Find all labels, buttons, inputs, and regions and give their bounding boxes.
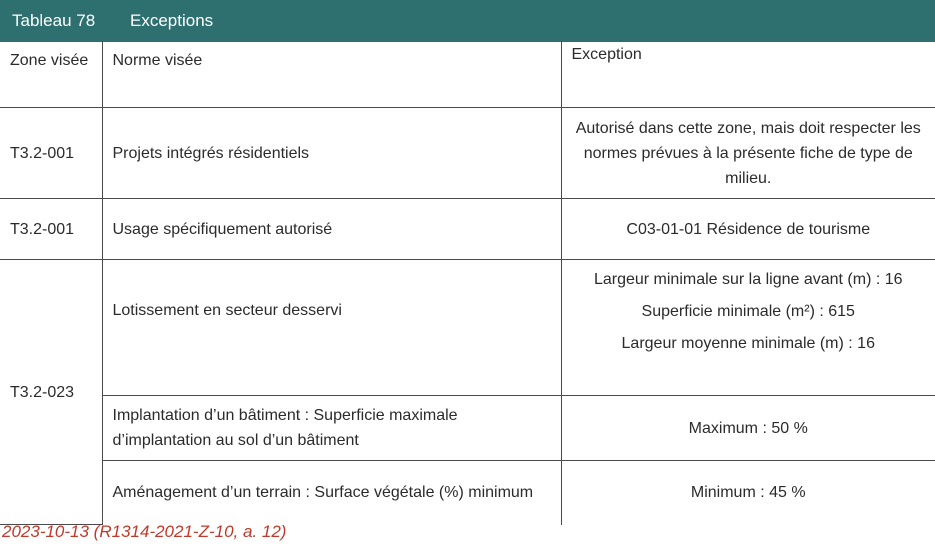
exception-line-width-front: Largeur minimale sur la ligne avant (m) : 16: [593, 271, 903, 288]
norme-cell: Projets intégrés résidentiels: [102, 108, 561, 199]
exception-cell: [561, 260, 935, 396]
table-row: [0, 461, 935, 525]
exceptions-table: [0, 41, 935, 525]
zone-cell: T3.2-001: [0, 108, 102, 199]
zone-cell: T3.2-023: [0, 260, 102, 525]
norme-cell: Usage spécifiquement autorisé: [102, 199, 561, 260]
amendment-footnote: 2023-10-13 (R1314-2021-Z-10, a. 12): [2, 522, 287, 541]
norme-cell: Implantation d’un bâtiment : Superficie maximale d’implantation au sol d’un bâtiment: [102, 396, 561, 461]
exception-cell: Maximum : 50 %: [561, 396, 935, 461]
table-row: [0, 108, 935, 199]
table-number: Tableau 78: [12, 11, 96, 30]
table-header-row: [0, 42, 935, 108]
exception-cell: Minimum : 45 %: [561, 461, 935, 525]
table-row: [0, 199, 935, 260]
table-title: Exceptions: [130, 11, 214, 30]
table-row: [0, 396, 935, 461]
exception-line-width-avg: Largeur moyenne minimale (m) : 16: [621, 335, 875, 352]
table-title-bar: [0, 0, 935, 41]
norme-cell: Lotissement en secteur desservi: [102, 260, 561, 396]
norme-cell: Aménagement d’un terrain : Surface végétale (%) minimum: [102, 461, 561, 525]
exception-cell: Autorisé dans cette zone, mais doit respecter les normes prévues à la présente fiche de type de milieu.: [561, 108, 935, 199]
zone-cell: T3.2-001: [0, 199, 102, 260]
header-norme: Norme visée: [102, 42, 561, 108]
table-row: [0, 260, 935, 396]
header-exception: Exception: [561, 42, 935, 108]
exception-line-area: Superficie minimale (m²) : 615: [641, 303, 855, 320]
header-zone: Zone visée: [0, 42, 102, 108]
exception-cell: C03-01-01 Résidence de tourisme: [561, 199, 935, 260]
